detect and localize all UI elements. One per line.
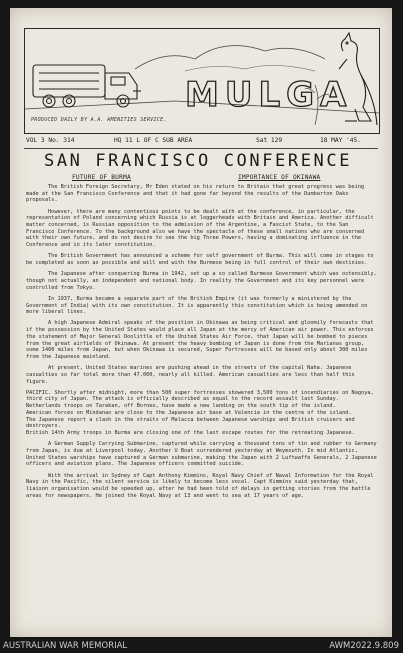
paragraph: The Japanese after conquering Burma in 1942, set up a so called Burmese Government which was ostensibly, though not actually, an independent and national body. In reality the Government and its key personnel were controlled from Tokyo. [26, 271, 377, 291]
issue-info-line [24, 137, 378, 147]
paragraph: PACIFIC. Shortly after midnight, more than 500 super fortresses showered 3,500 tons of incendiaries on Nagoya, third city of Japan. The attack is officially described as equal to the record assault last Sunday. Netherlands troops on Tarakan, off Borneo, have made a new landing on the south tip of the island. American forces on Mindanao are close to the Japanese air base at Valencia in the centre of the island. The Japanese report a clash in the straits of Malacca between Japanese warships and British cruisers and destroyers. British 14th Army troops in Burma are closing one of the last escape routes for the retreating Japanese. [26, 389, 374, 436]
archive-id: AWM2022.9.809 [329, 641, 399, 651]
paragraph: The British Foreign Secretary, Mr Eden stated on his return to Britain that great progress was being made at the San Francisco Conference and that it had gone far beyond the results of the Dumbarton Oaks proposals. [26, 184, 365, 204]
issue-date-code: Sat 129 [256, 137, 283, 144]
masthead [24, 28, 380, 134]
paragraph: However, there are many contentious points to be dealt with at the conference, in particular, the representation of Poland concerning which Russia is at loggerheads with Britain and America. Another difficult matter concerned, is Russian opposition to the admission of the Argentine, a Fascist State, to the San Francisco Conference. To the background also we have the spectacle of these small nations who are concerned with their own future, and do not desire to see the big Three Powers, having a dominating influence in the Conference and in its later constitution. [26, 208, 374, 249]
subhead-left: FUTURE OF BURMA [72, 174, 131, 181]
headline: SAN FRANCISCO CONFERENCE [44, 151, 353, 171]
produced-by-line: PRODUCED DAILY BY A.A. AMENITIES SERVICE. [31, 117, 167, 123]
newspaper-page [10, 8, 392, 637]
paragraph: In 1937, Burma became a separate part of the British Empire (it was formerly a ministered by the Government of India) with its own constitution. It is apparently this constitution which is being amended on more liberal lines. [26, 295, 368, 316]
paragraph: With the arrival in Sydney of Capt Anthony Kimmins, Royal Navy Chief of Naval Information for the Royal Navy in the Pacific, the silent service is likely to become less vocal. Capt Kimmins said yesterday that, liaison organisation would be speeded up, after he had been told of delays in getting stories from the battle areas for newspapers. He joined the Royal Navy at 13 and went to sea at 17 years of age. [26, 472, 374, 499]
issue-date: 18 MAY '45. [320, 137, 361, 144]
archive-caption [0, 640, 403, 653]
issue-volume: VOL 3 No. 314 [26, 137, 75, 144]
subhead-right: IMPORTANCE OF OKINAWA [238, 174, 321, 181]
truck-drawing [33, 65, 141, 107]
article-body [26, 184, 378, 504]
paragraph: At present, United States marines are pushing ahead in the streets of the capital Naha. Japanese casualties so far total more than 47,000, nearly all killed. American casualties are less than half this figure. [26, 365, 355, 385]
archive-name: AUSTRALIAN WAR MEMORIAL [3, 641, 128, 651]
issue-location: HQ 11 L OF C SUB AREA [114, 137, 193, 144]
masthead-title: MULGA [185, 75, 353, 115]
paragraph: A German Supply Carrying Submarine, captured while carrying a thousand tons of tin and rubber to Germany from Japan, is due at Liverpool today. Another U Boat surrendered yesterday at Weymouth. In mid Atlantic, United States warships have captured a German submarine, making the Japan with 2 Luftwaffe Generals, 2 Japanese officers and aviation plans. The Japanese officers committed suicide. [26, 441, 377, 468]
paragraph: The British Government has announced a scheme for self government of Burma. This will come in stages to be completed as soon as possible and will end with the Burmese being in full control of their own destinies. [26, 253, 374, 267]
divider [24, 148, 378, 149]
paragraph: A high Japanese Admiral speaks of the position in Okinawa as being critical and gloomily forecasts that if the possession by the United States would place all Japan at the mercy of American air power. This enforces the statement of Major General Doolittle of the United States Air Force, that Japan will be bombed to pieces from the great airfields of Okinawa. At present the heavy bombing of Japan is done from the Marianas group, some 1400 miles from Japan, but when Okinawa is secured, Super Fortresses will be based only about 300 miles from the Japanese mainland. [26, 320, 374, 360]
